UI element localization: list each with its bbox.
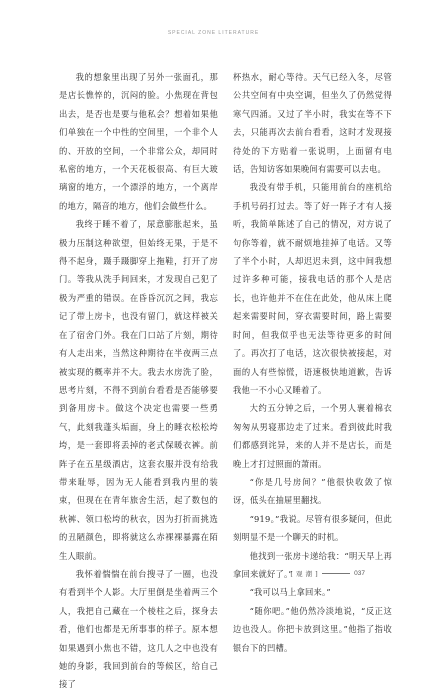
dialogue-paragraph: “你是几号房间？”他很快收敛了惊讶，低头在抽屉里翻找。 <box>233 476 392 506</box>
dialogue-paragraph: “我可以马上拿回来。” <box>249 587 331 598</box>
section-header: SPECIAL ZONE LITERATURE <box>167 30 260 36</box>
left-text-column <box>59 68 218 690</box>
dialogue-paragraph: “随你吧。”他仍然冷淡地说，“反正这边也没人。你把卡放到这里。”他指了指收银台下的凹槽。 <box>233 605 392 653</box>
body-paragraph: 我没有带手机，只能用前台的座机给手机号码打过去。等了好一阵子才有人接听，我简单陈述了自己的情况，对方说了句你等着，就不耐烦地挂掉了电话。又等了半个小时，人却迟迟未到，这中间我想过许多种可能，接我电话的那个人是店长，也许他并不在住在此处，他从床上爬起来需要时间，穿衣需要时间，路上需要时间，但我似乎也无法等待更多的时间了。再次打了电话，这次很快被接起，对面的人有些惊慌，语速极快地道歉，告诉我他一不小心又睡着了。 <box>233 182 392 395</box>
dialogue-paragraph: “919。”我说。尽管有很多疑问，但此刻明显不是一个聊天的时机。 <box>233 513 392 543</box>
dialogue-paragraph: 他找到一张房卡递给我：“明天早上再拿回来就好了。” <box>233 550 392 579</box>
magazine-name: [ 观 潮 ] <box>290 570 319 578</box>
body-paragraph: 我怀着惴惴在前台搜寻了一圈，也没有看到半个人影。大厅里倒是坐着两三个人，我把自己藏在一个棱柱之后，探身去看，他们也都是无所事事的样子。原本想如果遇到小焦也不错，这几人之中也没有她的身影，我回到前台的等候区，给自己接了 <box>59 568 218 690</box>
body-paragraph: 我的想象里出现了另外一张面孔，那是店长憔悴的，沉闷的脸。小焦现在背包出去，是否也是要与他私会？想着如果他们单独在一个中性的空间里，一个非个人的、开放的空间，一个非常公众，却同时私密的地方，一个天花板很高、有巨大玻璃窗的地方，一个漂浮的地方，一个离岸的地方，隔音的地方，他们会做些什么。 <box>59 72 218 211</box>
body-paragraph: 杯热水，耐心等待。天气已经入冬，尽管公共空间有中央空调，但坐久了仍然觉得寒气四涌。又过了半小时，我实在等不下去，只能再次去前台看看，这时才发现接待处的下方贴着一张说明，上面留有电话，告知访客如果晚间有需要可以去电。 <box>233 72 392 175</box>
footer-rule <box>322 573 350 574</box>
page-number: 037 <box>354 570 365 577</box>
page-footer <box>290 569 365 578</box>
body-paragraph: 大约五分钟之后，一个男人裹着棉衣匆匆从男寝那边走了过来。看到彼此时我们都感到诧异，来的人并不是店长，而是晚上才打过照面的萧雨。 <box>233 403 392 469</box>
body-paragraph: 我终于睡不着了，尿意膨胀起来，虽极力压制这种欲望，但始终无果，于是不得不起身，蹑手蹑脚穿上拖鞋，打开了房门。等我从洗手间回来，才发现自己犯了极为严重的错误。在昏昏沉沉之间，我忘记了带上房卡，也没有留门，就这样被关在了宿舍门外。我在门口站了片刻，期待有人走出来，当然这种期待在半夜两三点被实现的概率并不大。我去水房洗了脸，思考片刻，不得不到前台看看是否能够要到备用房卡。做这个决定也需要一些勇气，此刻我蓬头垢面，身上的睡衣松松垮垮，是一套即将丢掉的老式保暖衣裤。前阵子在五星级酒店，这套衣服并没有给我带来耻辱，因为无人能看到我内里的装束，但现在在青年旅舍生活，起了数包的秋裤、领口松垮的秋衣，因为打折而挑选的丑陋颜色，即将就这么赤裸裸暴露在陌生人眼前。 <box>59 219 218 561</box>
